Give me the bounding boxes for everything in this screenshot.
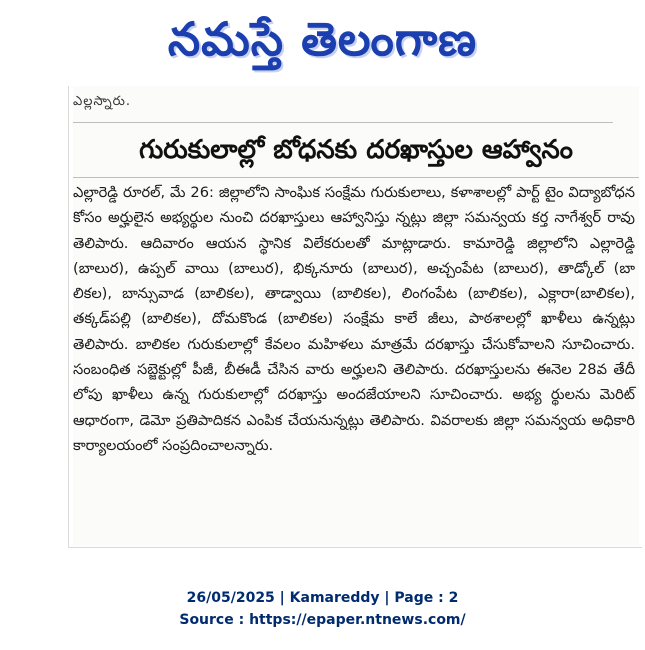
top-divider [73, 122, 613, 123]
previous-article-tail: ఎల్లస్నారు. [73, 94, 131, 109]
headline-divider [73, 177, 639, 178]
article-headline: గురుకులాల్లో బోధనకు దరఖాస్తుల ఆహ్వానం [139, 135, 573, 165]
article-paragraph: ఎల్లారెడ్డి రూరల్‌, మే 26: జిల్లాలోని సాంఘిక సంక్షేమ గురుకులాలు, కళాశాలల్లో పార్ట్‌ టైం విద్యాబోధన కోసం అర్హులైన అభ్యర్థుల నుంచి దరఖాస్తులు ఆహ్వానిస్తు న్నట్లు జిల్లా సమన్వయ కర్త నాగేశ్వర్‌ రావు తెలిపారు. ఆదివారం ఆయన స్థానిక విలేకరులతో మాట్లాడారు. కామారెడ్డి జిల్లాలోని ఎల్లారెడ్డి (బాలుర), ఉప్పల్‌ వాయి (బాలుర), భిక్కనూరు (బాలుర), అచ్చంపేట (బాలుర), తాడ్కోల్‌ (బా లికల), బాన్సువాడ (బాలికల), తాడ్వాయి (బాలికల), లింగంపేట (బాలికల), ఎక్లారా(బాలికల), తక్కడ్‌పల్లి (బాలికల), దోమకొండ (బాలికల) సంక్షేమ కాలే జీలు, పాఠశాలల్లో ఖాళీలు ఉన్నట్లు తెలిపారు. బాలికల గురుకులాల్లో కేవలం మహిళలు మాత్రమే దరఖాస్తు చేసుకోవాలని సూచించారు. సంబంధిత సబ్జెక్టుల్లో పీజీ, బీఈడీ చేసిన వారు అర్హులని తెలిపారు. దరఖాస్తులను ఈనెల 28వ తేదీ లోపు ఖాళీలు ఉన్న గురుకులాల్లో దరఖాస్తు అందజేయాలని సూచించారు. అభ్య ర్థులను మెరిట్‌ ఆధారంగా, డెమో ప్రతిపాదికన ఎంపిక చేయనున్నట్లు తెలిపారు. వివరాలకు జిల్లా సమన్వయ అధికారి కార్యాలయంలో సంప్రదించాలన్నారు. [73, 184, 635, 454]
news-clipping [68, 86, 642, 548]
newspaper-logo: నమస్తే తెలంగాణ [167, 12, 478, 66]
source-caption: Source : https://epaper.ntnews.com/ [179, 612, 466, 628]
clipping-content [73, 86, 639, 546]
edition-caption: 26/05/2025 | Kamareddy | Page : 2 [186, 590, 459, 606]
masthead [0, 6, 645, 72]
article-body [73, 180, 635, 458]
